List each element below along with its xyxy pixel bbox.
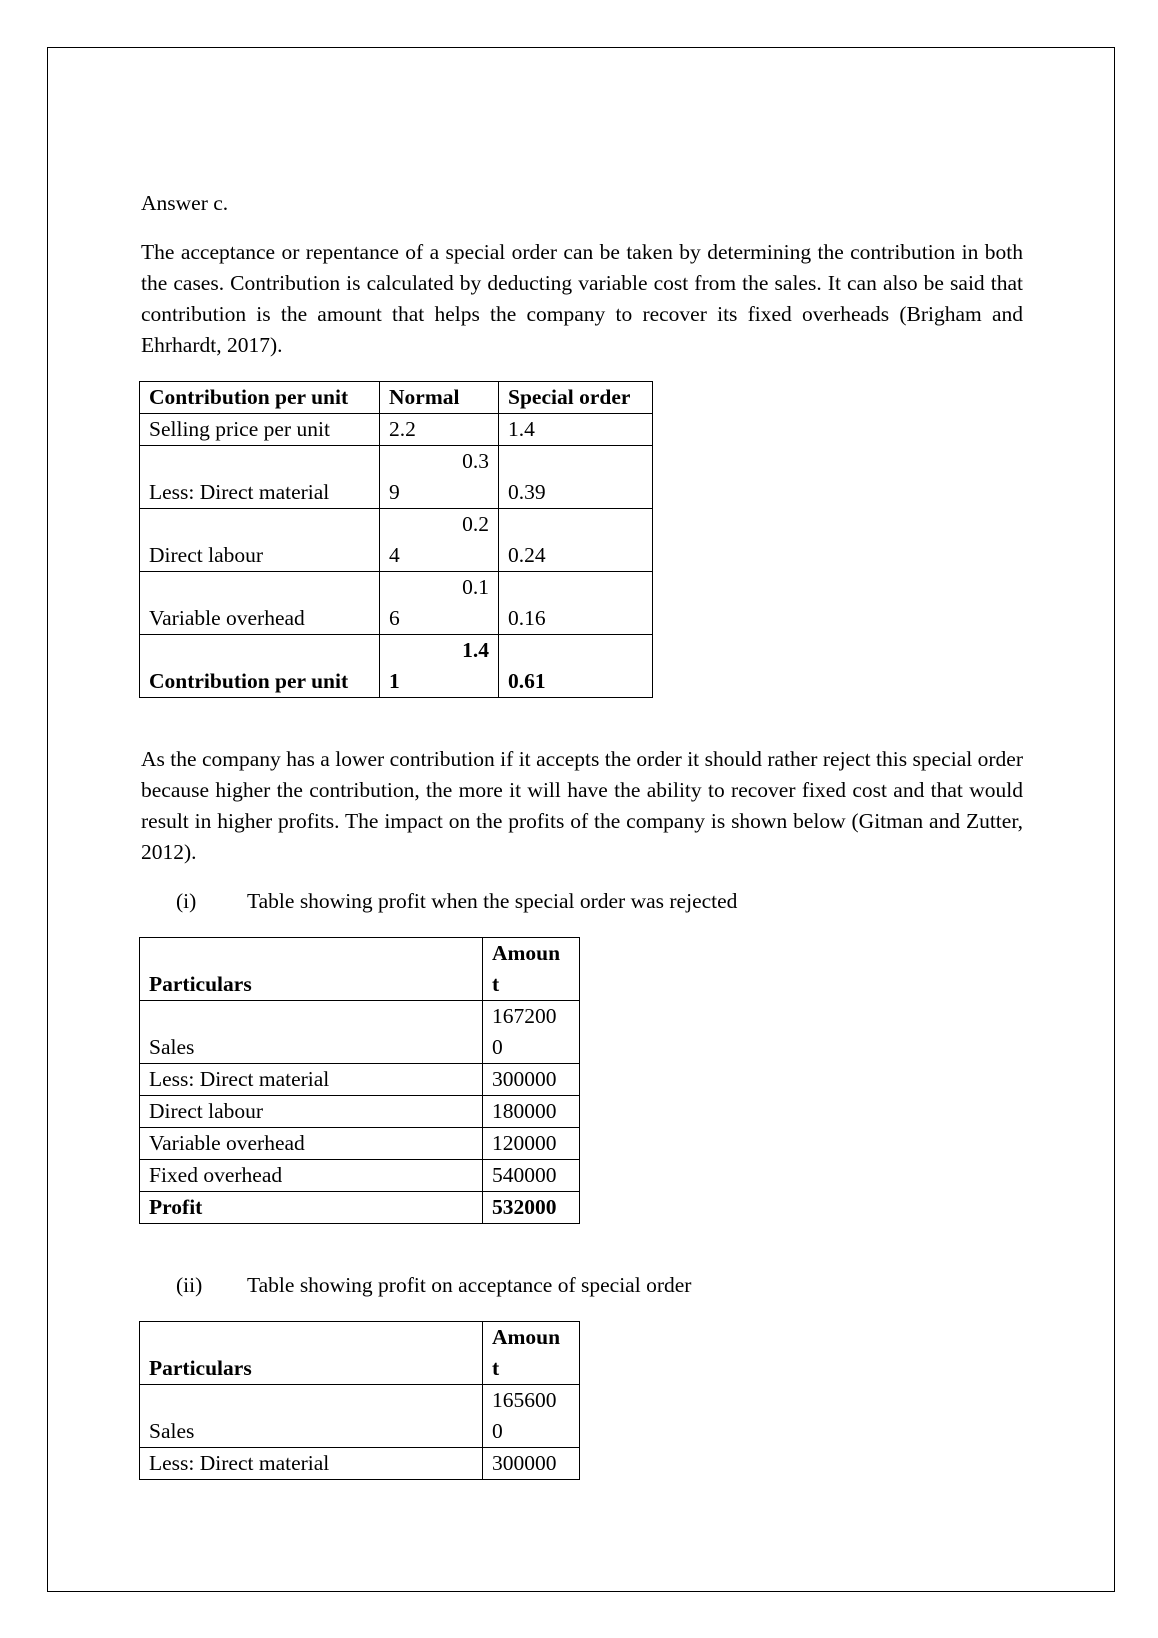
caption-text: Table showing profit on acceptance of special order [247, 1273, 692, 1297]
header-amount [483, 938, 580, 1001]
header-amount [483, 1322, 580, 1385]
table-row [140, 1385, 580, 1448]
normal-value [380, 572, 499, 635]
amount-line1: 165600 [492, 1388, 557, 1412]
table-header-row [140, 938, 580, 1001]
row-label: Fixed overhead [140, 1160, 483, 1192]
header-particulars: Particulars [140, 1322, 483, 1385]
paragraph-contribution-intro: The acceptance or repentance of a special order can be taken by determining the contribution in both the cases. Contribution is calculated by deducting variable cost from the sales. It can also be said that contribution is the amount that helps the company to recover its fixed overheads (Brigham and Ehrhardt, 2017). [141, 240, 1023, 357]
caption-text: Table showing profit when the special order was rejected [247, 889, 738, 913]
row-label: Variable overhead [140, 572, 380, 635]
row-label: Less: Direct material [140, 446, 380, 509]
normal-value-line1: 0.1 [462, 575, 489, 599]
table-row [140, 414, 653, 446]
amount-line2: 0 [492, 1035, 503, 1059]
special-value: 0.61 [499, 635, 653, 698]
caption-accepted [141, 1270, 1023, 1301]
table-row [140, 572, 653, 635]
normal-value-line1: 1.4 [462, 638, 489, 662]
caption-rejected [141, 886, 1023, 917]
normal-value-line1: 0.2 [462, 512, 489, 536]
special-value: 0.24 [499, 509, 653, 572]
paragraph-analysis: As the company has a lower contribution if it accepts the order it should rather reject this special order because higher the contribution, the more it will have the ability to recover fixed cost and that would result in higher profits. The impact on the profits of the company is shown below (Gitman and Zutter, 2012). [141, 747, 1023, 864]
profit-table-rejected [139, 937, 580, 1224]
special-value: 1.4 [499, 414, 653, 446]
amount-value: 300000 [483, 1064, 580, 1096]
amount-value: 180000 [483, 1096, 580, 1128]
normal-value-line2: 9 [389, 480, 400, 504]
caption-number: (ii) [176, 1273, 203, 1297]
special-value: 0.39 [499, 446, 653, 509]
amount-value: 120000 [483, 1128, 580, 1160]
total-row [140, 635, 653, 698]
row-label: Less: Direct material [140, 1064, 483, 1096]
table-row [140, 1448, 580, 1480]
normal-value-line2: 1 [389, 669, 400, 693]
header-cell: Special order [499, 382, 653, 414]
table-row [140, 1001, 580, 1064]
amount-line2: 0 [492, 1419, 503, 1443]
row-label: Variable overhead [140, 1128, 483, 1160]
amount-value: 540000 [483, 1160, 580, 1192]
row-label: Direct labour [140, 509, 380, 572]
normal-value-line2: 4 [389, 543, 400, 567]
table-row [140, 1160, 580, 1192]
normal-value [380, 446, 499, 509]
table-header-row [140, 1322, 580, 1385]
contribution-table [139, 381, 653, 698]
amount-line1: 167200 [492, 1004, 557, 1028]
table-row [140, 1096, 580, 1128]
normal-value: 2.2 [380, 414, 499, 446]
header-cell: Normal [380, 382, 499, 414]
row-label: Contribution per unit [140, 635, 380, 698]
amount-value [483, 1001, 580, 1064]
caption-number: (i) [176, 889, 197, 913]
table-row [140, 509, 653, 572]
special-value: 0.16 [499, 572, 653, 635]
header-amount-line1: Amoun [492, 941, 561, 965]
total-row [140, 1192, 580, 1224]
table-row [140, 446, 653, 509]
profit-amount: 532000 [483, 1192, 580, 1224]
profit-label: Profit [140, 1192, 483, 1224]
profit-table-accepted [139, 1321, 580, 1480]
header-amount-line2: t [492, 1356, 500, 1380]
answer-heading: Answer c. [141, 191, 229, 215]
row-label: Selling price per unit [140, 414, 380, 446]
table-row [140, 1128, 580, 1160]
amount-value: 300000 [483, 1448, 580, 1480]
header-particulars: Particulars [140, 938, 483, 1001]
row-label: Sales [140, 1385, 483, 1448]
table-row [140, 1064, 580, 1096]
header-amount-line1: Amoun [492, 1325, 561, 1349]
row-label: Direct labour [140, 1096, 483, 1128]
normal-value-line1: 0.3 [462, 449, 489, 473]
row-label: Sales [140, 1001, 483, 1064]
document-content [141, 188, 1023, 1480]
normal-value [380, 635, 499, 698]
header-amount-line2: t [492, 972, 500, 996]
normal-value [380, 509, 499, 572]
header-cell: Contribution per unit [140, 382, 380, 414]
normal-value-line2: 6 [389, 606, 400, 630]
table-header-row [140, 382, 653, 414]
row-label: Less: Direct material [140, 1448, 483, 1480]
amount-value [483, 1385, 580, 1448]
